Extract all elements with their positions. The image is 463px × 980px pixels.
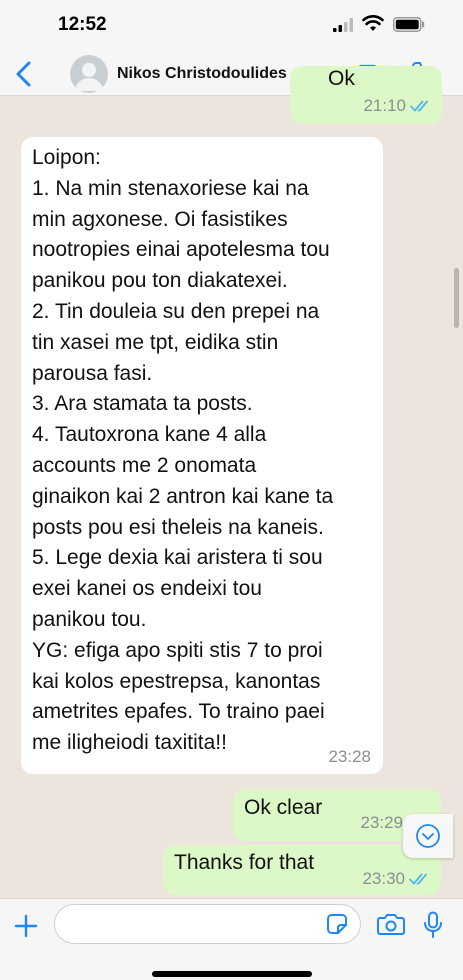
- message-bubble-outgoing[interactable]: [163, 845, 441, 895]
- status-time: 12:52: [58, 14, 107, 35]
- scroll-down-chevron-icon: [415, 823, 441, 849]
- signal-icon: [333, 18, 353, 32]
- home-indicator[interactable]: [152, 971, 312, 977]
- wifi-icon: [362, 14, 384, 32]
- message-text: Ok clear: [244, 796, 323, 819]
- contact-name[interactable]: Nikos Christodoulides: [117, 65, 287, 82]
- message-time: 23:28: [328, 747, 371, 766]
- message-time: 21:10: [363, 96, 406, 115]
- message-input-bar: [0, 898, 463, 980]
- message-bubble-outgoing[interactable]: [290, 66, 442, 124]
- microphone-icon[interactable]: [423, 911, 443, 939]
- message-text: Thanks for that: [174, 851, 315, 874]
- sticker-icon[interactable]: [326, 913, 348, 935]
- message-text: Loipon: 1. Na min stenaxoriese kai na min agxonese. Oi fasistikes nootropies einai apotelesma tou panikou pou ton diakatexei. 2. Tin douleia su den prepei na tin xasei me tpt, eidika stin parousa fasi. 3. Ara stamata ta posts. 4. Tautoxrona kane 4 alla accounts me 2 onomata ginaikon kai 2 antron kai kane ta posts pou esi theleis na kaneis. 5. Lege dexia kai aristera ti sou exei kanei os endeixi tou panikou tou. YG: efiga apo spiti stis 7 to proi kai kolos epestrepsa, kanontas ametrites epafes. To traino paei me iligheiodi taxitita!!: [32, 146, 334, 755]
- battery-icon: [393, 17, 425, 32]
- message-time: 23:30: [362, 869, 405, 888]
- message-bubble-incoming[interactable]: [21, 137, 383, 774]
- double-check-icon: [409, 872, 431, 886]
- camera-icon[interactable]: [377, 913, 405, 935]
- message-time: 23:29: [360, 813, 403, 832]
- chat-scrollbar[interactable]: [454, 268, 459, 328]
- back-chevron-icon[interactable]: [14, 60, 34, 88]
- double-check-icon: [410, 99, 432, 113]
- message-input[interactable]: [54, 904, 361, 944]
- status-bar: [0, 0, 463, 52]
- message-text: Ok: [328, 67, 355, 90]
- scroll-to-bottom-button[interactable]: [403, 814, 453, 858]
- plus-icon[interactable]: [14, 914, 38, 938]
- avatar-icon[interactable]: [70, 55, 108, 93]
